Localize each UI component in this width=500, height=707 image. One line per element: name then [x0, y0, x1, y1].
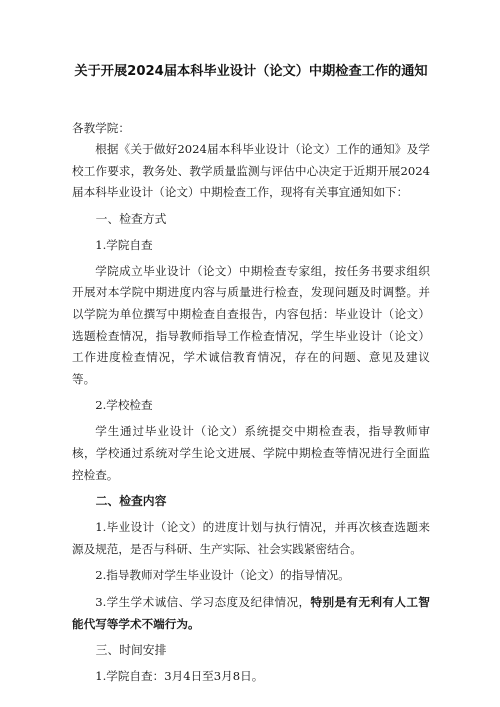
salutation: 各教学院：: [72, 121, 130, 135]
section-2-item-1: 1.毕业设计（论文）的进度计划与执行情况，并再次核查选题来源及规范，是否与科研、生产实际、社会实践紧密结合。: [72, 520, 430, 556]
section-2-item-3-emphasis: 特别是有无利有人工智能代写等学术不端行为。: [72, 594, 430, 631]
section-2-heading: 二、检查内容: [95, 494, 167, 509]
section-2-item-2: 2.指导教师对学生毕业设计（论文）的指导情况。: [95, 568, 350, 583]
section-1-heading: 一、检查方式: [95, 211, 167, 226]
section-1-item-2-title: 2.学校检查: [95, 398, 153, 413]
section-2-item-3-text: 3.学生学术诚信、学习态度及纪律情况，: [95, 594, 311, 609]
document-title: 关于开展2024届本科毕业设计（论文）中期检查工作的通知: [74, 64, 428, 79]
section-2-item-3: [72, 592, 430, 635]
section-1-item-2-body: 学生通过毕业设计（论文）系统提交中期检查表，指导教师审核，学校通过系统对学生论文进展、学院中期检查等情况进行全面监控检查。: [72, 424, 430, 482]
intro-paragraph: 根据《关于做好2024届本科毕业设计（论文）工作的通知》及学校工作要求，教务处、教学质量监测与评估中心决定于近期开展2024届本科毕业设计（论文）中期检查工作，现将有关事宜通知如下：: [72, 142, 430, 200]
section-1-item-1-body: 学院成立毕业设计（论文）中期检查专家组，按任务书要求组织开展对本学院中期进度内容与质量进行检查，发现问题及时调整。并以学院为单位撰写中期检查自查报告，内容包括：毕业设计（论文）选题检查情况，指导教师指导工作检查情况，学生毕业设计（论文）工作进度检查情况，学术诚信教育情况，存在的问题、意见及建议等。: [72, 263, 430, 386]
section-1-item-1-title: 1.学院自查: [95, 237, 153, 252]
section-3-item-1: 1.学院自查：3月4日至3月8日。: [95, 669, 264, 684]
section-3-heading: 三、时间安排: [95, 643, 167, 658]
